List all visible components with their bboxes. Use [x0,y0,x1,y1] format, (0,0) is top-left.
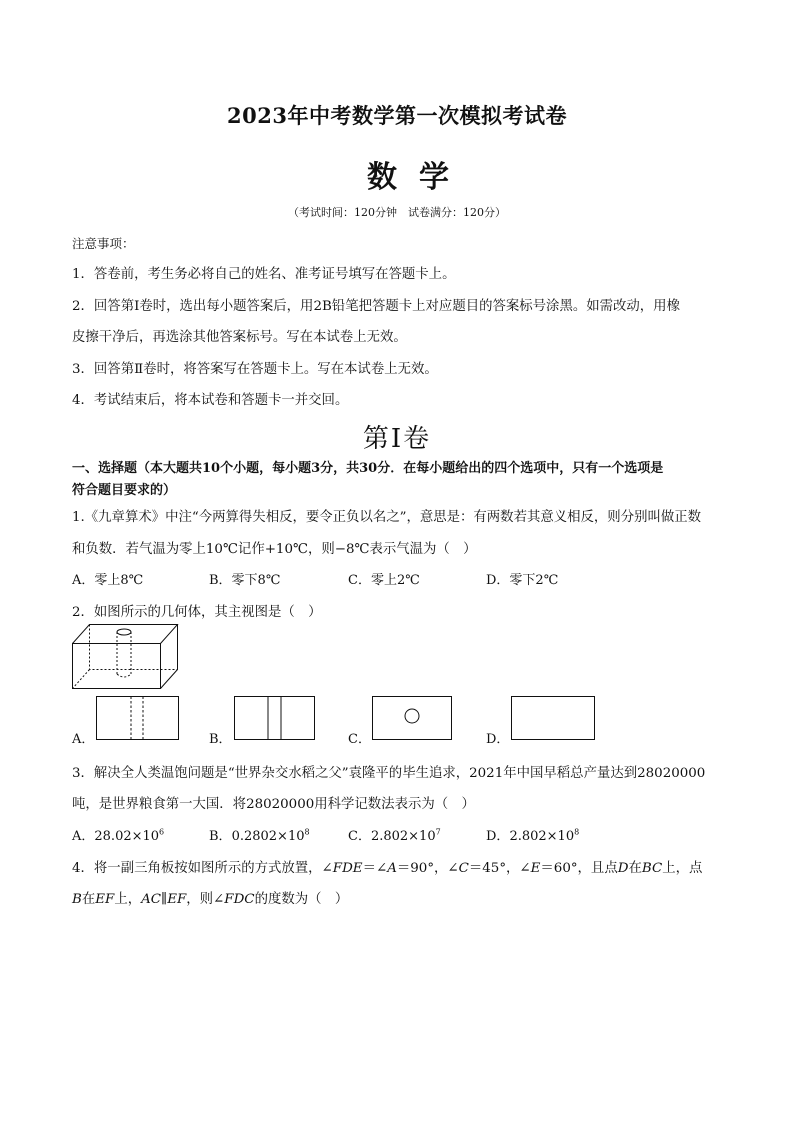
q2-option-a-figure[interactable] [96,696,179,740]
q1-option-b[interactable]: B．零下8℃ [209,573,281,588]
q4-var: FDE [332,861,363,876]
q4-var: E [530,861,541,876]
q4-text: 上， [114,892,142,907]
question-2-stem: 2．如图所示的几何体，其主视图是（ ） [72,605,322,620]
q4-var: AC∥EF [141,892,187,907]
exam-time-info: （考试时间：120分钟 试卷满分：120分） [288,206,506,219]
note-item-1: 1．答卷前，考生务必将自己的姓名、准考证号填写在答题卡上。 [72,267,456,282]
question-4-stem-cont [72,888,348,907]
q2-option-c[interactable]: C． [348,732,371,747]
question-1-stem-cont: 和负数．若气温为零上10℃记作+10℃，则−8℃表示气温为（ ） [72,542,477,557]
q4-var: D [617,861,629,876]
q1-option-d[interactable]: D．零下2℃ [486,573,559,588]
q4-var: BC [641,861,663,876]
note-item-2-cont: 皮擦干净后，再选涂其他答案标号。写在本试卷上无效。 [72,330,407,345]
exam-title: 2023年中考数学第一次模拟考试卷 [227,103,567,128]
q3-option-c-value: 2.802×10 [370,829,436,844]
q4-var: EF [95,892,115,907]
q2-option-d[interactable]: D． [486,732,510,747]
subject-title: 数学 [367,160,471,195]
notes-heading: 注意事项： [72,236,135,251]
q2-option-b-figure[interactable] [234,696,315,740]
q4-text: 在 [628,861,642,876]
q3-option-a[interactable] [72,825,164,844]
q3-option-a-exponent: 6 [159,827,165,837]
q4-text: 在 [81,892,96,907]
q3-option-b-value: 0.2802×10 [231,829,305,844]
q2-option-d-figure[interactable] [511,696,595,740]
q3-option-d-exponent: 8 [574,827,580,837]
q3-option-a-label: A． [72,829,95,844]
section-heading: 一、选择题（本大题共10个小题，每小题3分，共30分．在每小题给出的四个选项中，只有一个选项是 [72,461,664,476]
question-3-stem: 3．解决全人类温饱问题是“世界杂交水稻之父”袁隆平的毕生追求，2021年中国早稻总产量达到28020000 [72,766,706,781]
q4-text: ＝∠ [362,861,388,876]
q3-option-b-exponent: 8 [304,827,310,837]
question-1-stem: 1.《九章算术》中注“今两算得失相反，要令正负以名之”，意思是：有两数若其意义相反，则分别叫做正数 [72,510,702,525]
q4-text: ＝45°，∠ [468,861,531,876]
q1-option-c[interactable]: C．零上2℃ [348,573,420,588]
q3-option-b[interactable] [209,825,310,844]
q4-var: B [72,892,82,907]
q3-option-c-exponent: 7 [435,827,441,837]
note-item-4: 4．考试结束后，将本试卷和答题卡一并交回。 [72,393,349,408]
q4-text: 的度数为（ ） [254,892,349,907]
geometric-solid-figure [72,624,178,690]
q4-text: 4．将一副三角板按如图所示的方式放置，∠ [72,861,333,876]
q3-option-d-value: 2.802×10 [509,829,575,844]
q3-option-a-value: 28.02×10 [94,829,160,844]
q2-option-b[interactable]: B． [209,732,232,747]
q3-option-c[interactable] [348,825,441,844]
q4-text: ，则∠ [186,892,225,907]
q3-option-c-label: C． [348,829,371,844]
note-item-2: 2．回答第Ⅰ卷时，选出每小题答案后，用2B铅笔把答题卡上对应题目的答案标号涂黑。如需改动，用橡 [72,299,680,314]
question-3-stem-cont: 吨，是世界粮食第一大国．将28020000用科学记数法表示为（ ） [72,797,475,812]
q1-option-a[interactable]: A．零上8℃ [72,573,144,588]
q4-var: FDC [224,892,255,907]
q4-var: C [458,861,469,876]
q2-option-a[interactable]: A． [72,732,95,747]
q4-text: ＝60°，且点 [540,861,618,876]
q2-option-c-figure[interactable] [372,696,452,740]
q4-text: 上，点 [662,861,703,876]
question-4-stem [72,857,702,876]
q4-var: A [387,861,397,876]
note-item-3: 3．回答第Ⅱ卷时，将答案写在答题卡上。写在本试卷上无效。 [72,362,438,377]
q3-option-d-label: D． [486,829,510,844]
section-heading-cont: 符合题目要求的） [72,483,177,498]
q3-option-b-label: B． [209,829,232,844]
volume-heading: 第Ⅰ卷 [362,424,432,454]
q4-text: ＝90°，∠ [396,861,459,876]
q3-option-d[interactable] [486,825,579,844]
